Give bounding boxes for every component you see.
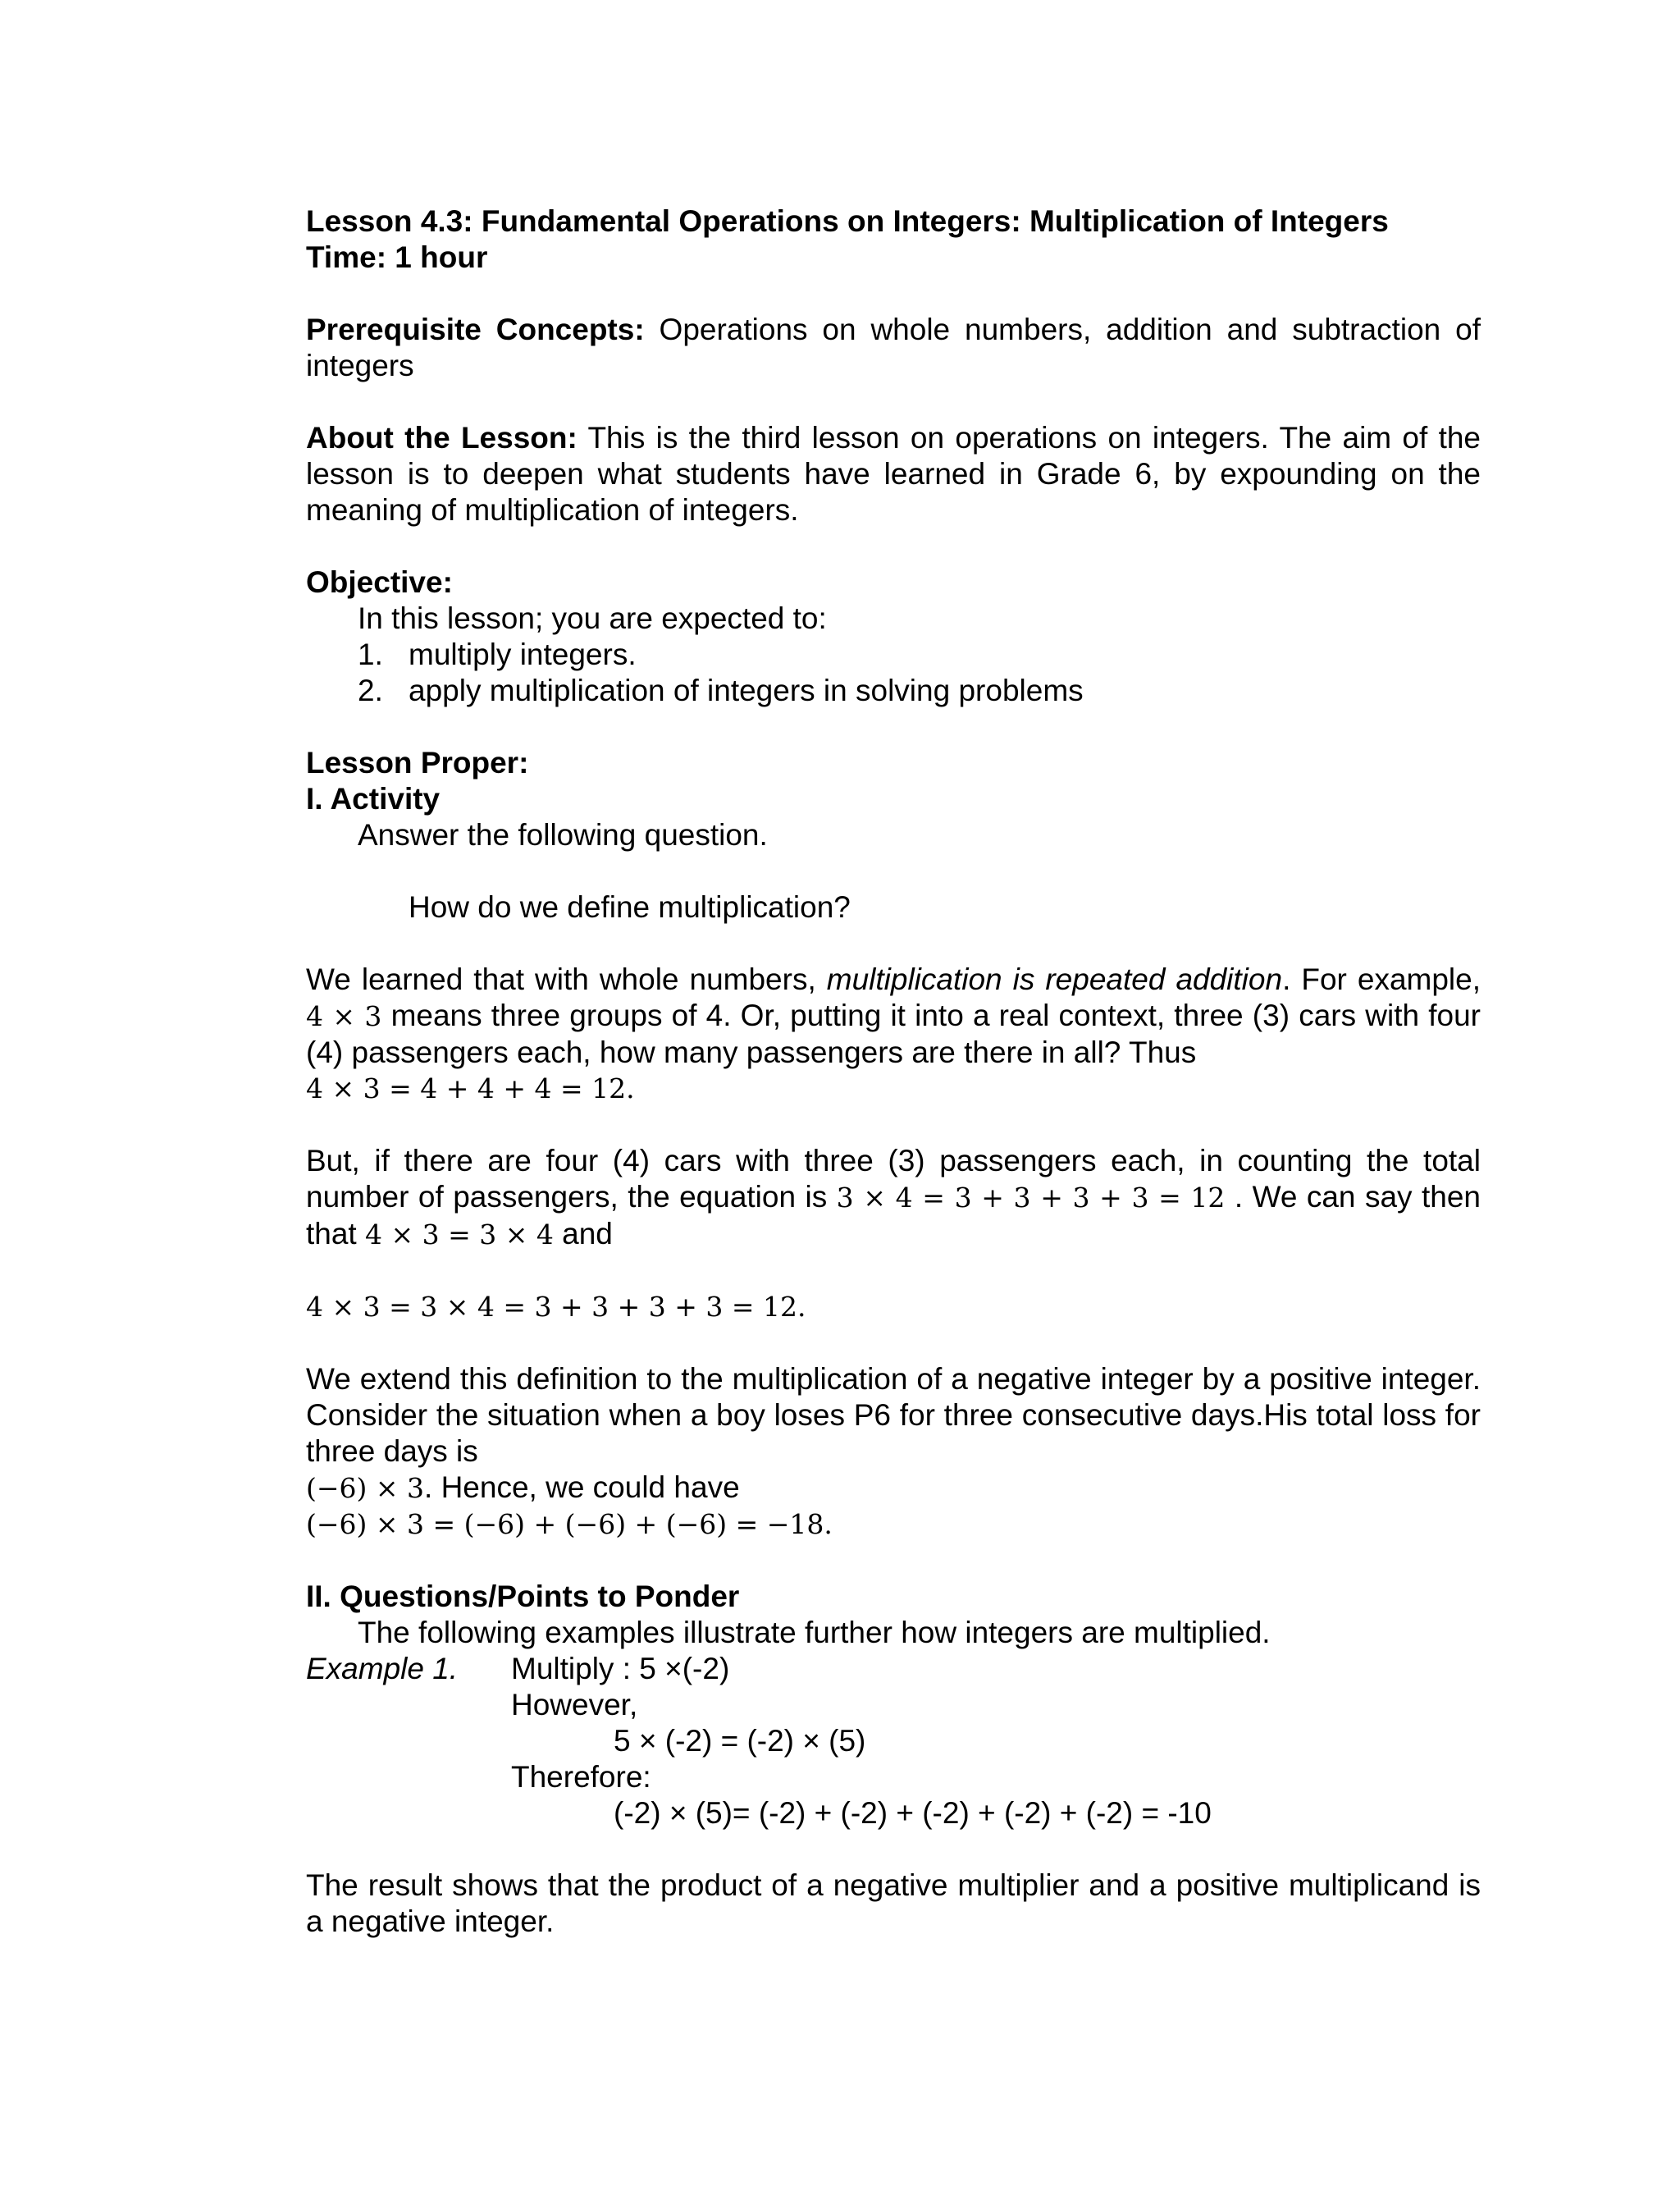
activity-intro: Answer the following question. bbox=[358, 818, 768, 852]
example-line: However, bbox=[511, 1688, 638, 1721]
objective-item-number: 1. bbox=[358, 638, 383, 671]
paragraph-text: . We can say then that bbox=[306, 1180, 1481, 1250]
activity-heading: I. Activity bbox=[306, 782, 441, 816]
questions-intro: The following examples illustrate further how integers are multiplied. bbox=[358, 1616, 1271, 1649]
objective-heading: Objective: bbox=[306, 565, 453, 599]
about-label: About the Lesson: bbox=[306, 421, 578, 455]
math-equation: 4 × 3 = 4 + 4 + 4 = 12. bbox=[306, 1072, 635, 1104]
objective-item-text: multiply integers. bbox=[409, 638, 637, 671]
lesson-time: Time: 1 hour bbox=[306, 240, 488, 274]
paragraph-text: We learned that with whole numbers, bbox=[306, 962, 827, 996]
math-line bbox=[306, 1470, 1481, 1506]
math-equation: 4 × 3 = 3 × 4 = 3 + 3 + 3 + 3 = 12. bbox=[306, 1291, 806, 1323]
lesson-proper-heading: Lesson Proper: bbox=[306, 746, 529, 780]
example-label: Example 1. bbox=[306, 1652, 459, 1685]
objective-intro: In this lesson; you are expected to: bbox=[358, 601, 827, 635]
paragraph-text: means three groups of 4. Or, putting it into a real context, three (3) cars with four (4) passengers each, how many passengers are there in all? Thus bbox=[306, 999, 1481, 1069]
objective-item-number: 2. bbox=[358, 674, 383, 707]
example-equation: (-2) × (5)= (-2) + (-2) + (-2) + (-2) + (-2) = -10 bbox=[614, 1796, 1212, 1830]
paragraph-text: and bbox=[553, 1217, 613, 1250]
example-block bbox=[306, 1651, 1481, 1831]
prerequisite-paragraph bbox=[306, 312, 1481, 384]
prerequisite-label: Prerequisite Concepts: bbox=[306, 313, 645, 346]
math-expression: (−6) × 3 bbox=[306, 1472, 425, 1504]
about-paragraph bbox=[306, 420, 1481, 528]
objective-item-text: apply multiplication of integers in solving problems bbox=[409, 674, 1084, 707]
objective-item bbox=[306, 637, 1481, 673]
math-equation: (−6) × 3 = (−6) + (−6) + (−6) = −18. bbox=[306, 1508, 833, 1540]
activity-question: How do we define multiplication? bbox=[409, 890, 851, 924]
paragraph-text: . For example, bbox=[1282, 962, 1481, 996]
example-body bbox=[511, 1651, 1481, 1831]
math-expression: 4 × 3 = 3 × 4 bbox=[365, 1218, 554, 1250]
objective-item bbox=[306, 673, 1481, 709]
prerequisite-text: Operations on whole numbers, addition and subtraction of integers bbox=[306, 313, 1481, 382]
example-line: Therefore: bbox=[511, 1760, 651, 1794]
negative-integer-paragraph bbox=[306, 1361, 1481, 1470]
about-text: This is the third lesson on operations on integers. The aim of the lesson is to deepen what students have learned in Grade 6, by expounding on the meaning of multiplication of integers. bbox=[306, 421, 1481, 527]
commutative-paragraph bbox=[306, 1143, 1481, 1253]
paragraph-text: But, if there are four (4) cars with three (3) passengers each, in counting the total number of passengers, the equation is bbox=[306, 1144, 1481, 1214]
example-line: Multiply : 5 ×(-2) bbox=[511, 1652, 730, 1685]
paragraph-text: . Hence, we could have bbox=[424, 1470, 740, 1504]
repeated-addition-paragraph bbox=[306, 962, 1481, 1071]
math-expression: 4 × 3 bbox=[306, 1000, 382, 1032]
questions-heading: II. Questions/Points to Ponder bbox=[306, 1580, 740, 1613]
math-expression: 3 × 4 = 3 + 3 + 3 + 3 = 12 bbox=[836, 1182, 1226, 1214]
lesson-page bbox=[306, 203, 1481, 1940]
lesson-title: Lesson 4.3: Fundamental Operations on Integers: Multiplication of Integers bbox=[306, 204, 1389, 238]
emphasis-text: multiplication is repeated addition bbox=[826, 962, 1283, 996]
example-equation: 5 × (-2) = (-2) × (5) bbox=[614, 1724, 866, 1758]
conclusion-paragraph: The result shows that the product of a negative multiplier and a positive multiplicand is a negative integer. bbox=[306, 1868, 1481, 1938]
paragraph-text: We extend this definition to the multiplication of a negative integer by a positive integer. Consider the situation when a boy loses P6 for three consecutive days.His total loss for three days is bbox=[306, 1362, 1481, 1468]
